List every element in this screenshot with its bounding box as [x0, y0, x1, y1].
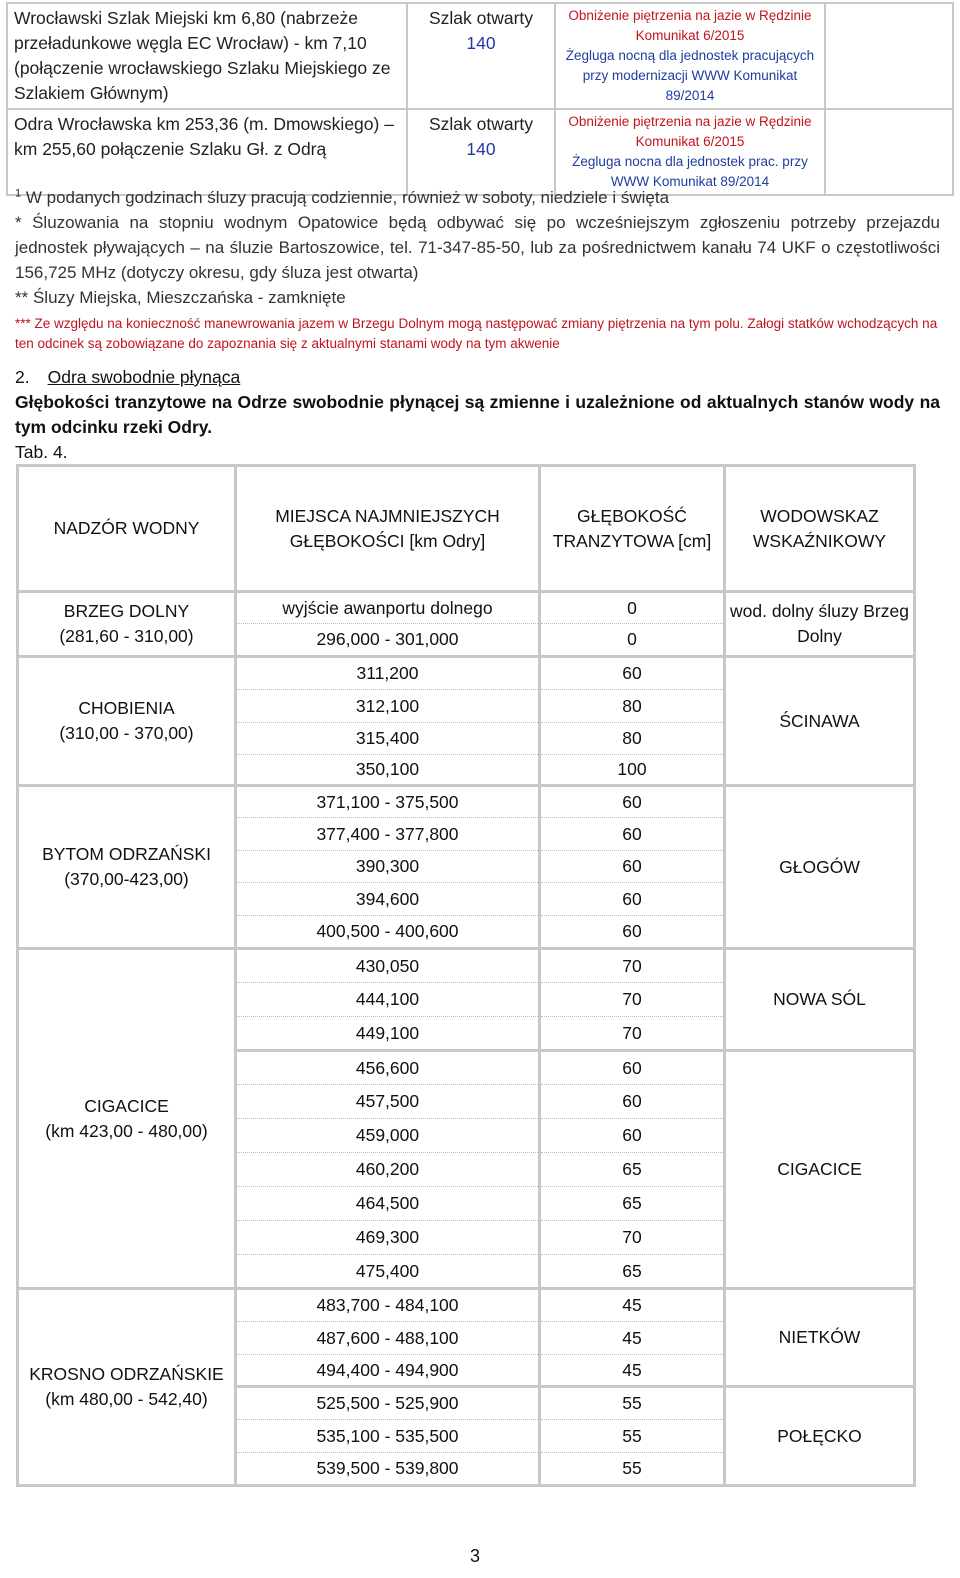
- depth-cell: 0: [540, 592, 725, 624]
- depth-cell: 60: [540, 1085, 725, 1119]
- region-cell: [18, 592, 236, 657]
- region-name: KROSNO ODRZAŃSKIE: [29, 1364, 224, 1384]
- location-cell: 315,400: [236, 723, 540, 755]
- depth-cell: 60: [540, 786, 725, 818]
- location-cell: 483,700 - 484,100: [236, 1289, 540, 1322]
- location-cell: 350,100: [236, 755, 540, 786]
- footnote: [15, 185, 940, 210]
- notice-red: Obniżenie piętrzenia na jazie w Rędzinie Komunikat 6/2015: [568, 114, 812, 149]
- gauge-cell: NIETKÓW: [725, 1289, 915, 1387]
- gauge-cell: CIGACICE: [725, 1051, 915, 1289]
- depth-value: 140: [466, 33, 496, 53]
- location-cell: 475,400: [236, 1255, 540, 1289]
- table-row: [18, 592, 915, 624]
- depth-cell: 60: [540, 916, 725, 949]
- depth-cell: 65: [540, 1187, 725, 1221]
- gauge-cell: POŁĘCKO: [725, 1387, 915, 1486]
- table-row: [18, 786, 915, 818]
- header-depth: GŁĘBOKOŚĆ TRANZYTOWA [cm]: [540, 466, 725, 592]
- depth-cell: 70: [540, 1017, 725, 1051]
- empty-cell: [825, 109, 953, 195]
- header-gauge: WODOWSKAZ WSKAŹNIKOWY: [725, 466, 915, 592]
- location-cell: 371,100 - 375,500: [236, 786, 540, 818]
- section-number: 2.: [15, 367, 30, 387]
- location-cell: 312,100: [236, 690, 540, 723]
- table-label: Tab. 4.: [15, 442, 68, 462]
- location-cell: 311,200: [236, 657, 540, 690]
- depth-cell: 65: [540, 1255, 725, 1289]
- depth-cell: 60: [540, 883, 725, 916]
- region-cell: [18, 1289, 236, 1486]
- table-row: [7, 3, 953, 109]
- location-cell: wyjście awanportu dolnego: [236, 592, 540, 624]
- section-heading: [15, 365, 940, 390]
- location-cell: 539,500 - 539,800: [236, 1453, 540, 1486]
- location-cell: 469,300: [236, 1221, 540, 1255]
- depth-cell: 60: [540, 657, 725, 690]
- depth-cell: 60: [540, 1119, 725, 1153]
- depth-cell: 70: [540, 983, 725, 1017]
- gauge-cell: NOWA SÓL: [725, 949, 915, 1051]
- location-cell: 464,500: [236, 1187, 540, 1221]
- region-range: (281,60 - 310,00): [59, 626, 194, 646]
- depth-cell: 55: [540, 1387, 725, 1420]
- depth-cell: 70: [540, 949, 725, 983]
- location-cell: 535,100 - 535,500: [236, 1420, 540, 1453]
- location-cell: 449,100: [236, 1017, 540, 1051]
- route-notice: [555, 3, 825, 109]
- region-name: BYTOM ODRZAŃSKI: [42, 844, 211, 864]
- region-cell: [18, 657, 236, 786]
- depth-value: 140: [466, 139, 496, 159]
- depth-cell: 45: [540, 1289, 725, 1322]
- route-status: [407, 3, 555, 109]
- note-triple-star: *** Ze względu na konieczność manewrowania jazem w Brzegu Dolnym mogą następować zmiany piętrzenia na tym polu. Załogi statków wchodzących na ten odcinek są zobowiązane do zapoznania się z aktualnymi stanami wody na tym akwenie: [15, 316, 938, 351]
- table-row: [18, 657, 915, 690]
- depth-cell: 100: [540, 755, 725, 786]
- location-cell: 430,050: [236, 949, 540, 983]
- location-cell: 525,500 - 525,900: [236, 1387, 540, 1420]
- location-cell: 444,100: [236, 983, 540, 1017]
- gauge-cell: wod. dolny śluzy Brzeg Dolny: [725, 592, 915, 657]
- region-cell: [18, 786, 236, 949]
- lock-status-table: [6, 2, 954, 196]
- depth-cell: 80: [540, 723, 725, 755]
- depth-cell: 55: [540, 1420, 725, 1453]
- empty-cell: [825, 3, 953, 109]
- page-number: 3: [470, 1546, 481, 1566]
- route-notice: [555, 109, 825, 195]
- depth-cell: 65: [540, 1153, 725, 1187]
- transit-depth-table: [16, 464, 916, 1487]
- header-locations: MIEJSCA NAJMNIEJSZYCH GŁĘBOKOŚCI [km Odry]: [236, 466, 540, 592]
- region-range: (km 480,00 - 542,40): [45, 1389, 208, 1409]
- notice-blue: Żegluga nocna dla jednostek prac. przy WWW Komunikat 89/2014: [572, 154, 808, 189]
- region-range: (km 423,00 - 480,00): [45, 1120, 208, 1141]
- notice-blue: Żegluga nocną dla jednostek pracujących przy modernizacji WWW Komunikat 89/2014: [565, 48, 815, 103]
- location-cell: 459,000: [236, 1119, 540, 1153]
- depth-cell: 80: [540, 690, 725, 723]
- location-cell: 377,400 - 377,800: [236, 818, 540, 851]
- depth-cell: 60: [540, 818, 725, 851]
- section-title: Odra swobodnie płynąca: [47, 367, 241, 387]
- region-range: (370,00-423,00): [64, 869, 189, 889]
- region-cell: [18, 949, 236, 1289]
- location-cell: 394,600: [236, 883, 540, 916]
- region-range: (310,00 - 370,00): [59, 723, 194, 743]
- header-supervision: NADZÓR WODNY: [18, 466, 236, 592]
- depth-cell: 55: [540, 1453, 725, 1486]
- notice-red: Obniżenie piętrzenia na jazie w Rędzinie Komunikat 6/2015: [568, 8, 812, 43]
- note-star: * Śluzowania na stopniu wodnym Opatowice będą odbywać się po wcześniejszym zgłoszeniu potrzeby przejazdu jednostek pływających – na śluzie Bartoszowice, tel. 71-347-85-50, lub za pośrednictwem kanału 74 UKF o częstotliwości 156,725 MHz (dotyczy okresu, gdy śluza jest otwarta): [15, 213, 940, 282]
- section-odra: [15, 365, 940, 465]
- region-name: CIGACICE: [84, 1095, 169, 1116]
- location-cell: 296,000 - 301,000: [236, 624, 540, 657]
- depth-cell: 60: [540, 1051, 725, 1085]
- location-cell: 487,600 - 488,100: [236, 1322, 540, 1355]
- table-row: [18, 1289, 915, 1322]
- location-cell: 457,500: [236, 1085, 540, 1119]
- depth-cell: 0: [540, 624, 725, 657]
- gauge-cell: GŁOGÓW: [725, 786, 915, 949]
- location-cell: 494,400 - 494,900: [236, 1355, 540, 1387]
- footnote-mark: 1: [15, 187, 22, 200]
- route-location: Odra Wrocławska km 253,36 (m. Dmowskiego) – km 255,60 połączenie Szlaku Gł. z Odrą: [7, 109, 407, 195]
- notes: [15, 185, 940, 354]
- route-location: Wrocławski Szlak Miejski km 6,80 (nabrzeże przeładunkowe węgla EC Wrocław) - km 7,10 (połączenie wrocławskiego Szlaku Miejskiego ze Szlakiem Głównym): [7, 3, 407, 109]
- location-cell: 456,600: [236, 1051, 540, 1085]
- status-text: Szlak otwarty: [428, 8, 534, 28]
- footnote-text: W podanych godzinach śluzy pracują codziennie, również w soboty, niedziele i święta: [21, 188, 670, 207]
- depth-cell: 45: [540, 1355, 725, 1387]
- depth-cell: 45: [540, 1322, 725, 1355]
- table-header-row: [18, 466, 915, 592]
- section-description: Głębokości tranzytowe na Odrze swobodnie płynącej są zmienne i uzależnione od aktualnych stanów wody na tym odcinku rzeki Odry.: [15, 392, 940, 437]
- location-cell: 460,200: [236, 1153, 540, 1187]
- location-cell: 400,500 - 400,600: [236, 916, 540, 949]
- status-text: Szlak otwarty: [428, 114, 534, 134]
- note-double-star: ** Śluzy Miejska, Mieszczańska - zamknięte: [15, 288, 346, 307]
- region-name: BRZEG DOLNY: [63, 601, 190, 621]
- depth-cell: 70: [540, 1221, 725, 1255]
- region-name: CHOBIENIA: [78, 698, 175, 718]
- table-row: [7, 109, 953, 195]
- depth-cell: 60: [540, 851, 725, 883]
- gauge-cell: ŚCINAWA: [725, 657, 915, 786]
- location-cell: 390,300: [236, 851, 540, 883]
- route-status: [407, 109, 555, 195]
- table-row: [18, 949, 915, 983]
